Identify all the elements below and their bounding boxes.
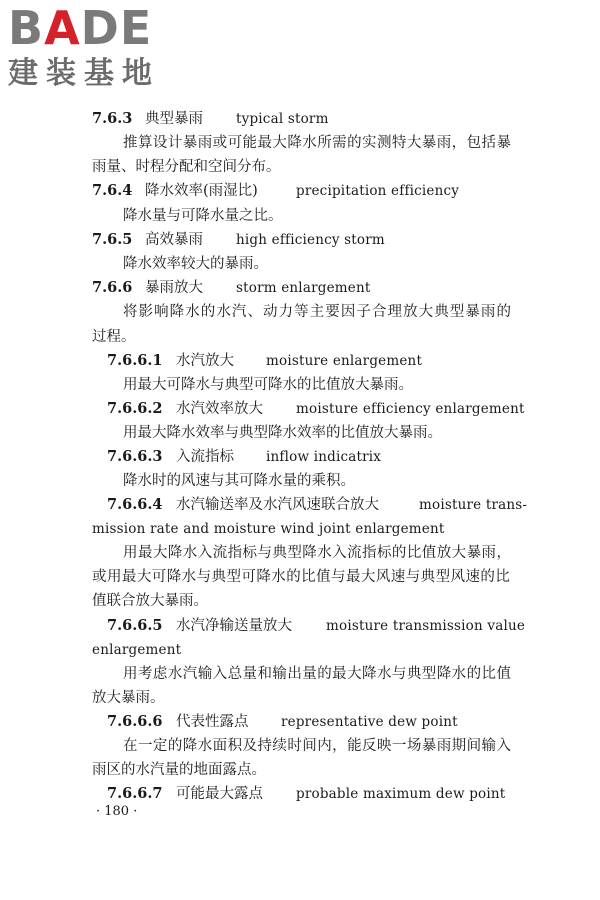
page-number: · 180 · [96,804,138,819]
text-e7-num: 7.6.6.3 [107,448,163,465]
text-e1-num: 7.6.3 [92,110,133,127]
text-e6-zh: 水汽效率放大 [176,401,263,417]
text-e5-zh: 水汽放大 [176,353,234,369]
text-e4-en: storm enlargement [236,280,371,296]
text-e10-zh: 代表性露点 [176,714,249,730]
text-e8-zh: 水汽输送率及水汽风速联合放大 [176,497,379,513]
text-e11-en: probable maximum dew point [296,786,506,802]
text-e10-en: representative dew point [281,714,458,730]
text-e9-d2: 放大暴雨。 [92,690,165,706]
text-e2-zh: 降水效率(雨湿比) [145,183,258,199]
text-e4-d2: 过程。 [92,329,136,345]
text-e6-en: moisture efficiency enlargement [296,401,525,417]
text-e7-zh: 入流指标 [176,449,234,465]
logo-subtitle: 建装基地 [8,56,160,91]
text-e5-en: moisture enlargement [266,353,423,369]
text-e9-en: moisture transmission value [326,618,526,634]
text-e7-en: inflow indicatrix [266,449,382,465]
text-e11-num: 7.6.6.7 [107,785,163,802]
text-e2-d1: 降水量与可降水量之比。 [123,208,283,224]
logo-wordmark: BADE [8,1,153,55]
text-e4-num: 7.6.6 [92,279,133,296]
text-e3-d1: 降水效率较大的暴雨。 [123,256,268,272]
text-e10-d1: 在一定的降水面积及持续时间内，能反映一场暴雨期间输入 [123,738,512,754]
text-e11-zh: 可能最大露点 [176,786,263,802]
text-e8-num: 7.6.6.4 [107,496,163,513]
text-e8-en: moisture trans- [419,497,528,513]
text-e10-d2: 雨区的水汽量的地面露点。 [92,762,266,778]
text-e8-d2: 或用最大可降水与典型可降水的比值与最大风速与典型风速的比 [92,569,511,585]
text-e3-zh: 高效暴雨 [145,232,203,248]
text-e10-num: 7.6.6.6 [107,713,163,730]
brand-logo [8,1,178,96]
text-e6-d1: 用最大降水效率与典型降水效率的比值放大暴雨。 [123,425,442,441]
text-e1-zh: 典型暴雨 [145,111,203,127]
text-e5-num: 7.6.6.1 [107,352,163,369]
text-e9-d1: 用考虑水汽输入总量和输出量的最大降水与典型降水的比值 [123,666,512,682]
text-e2-en: precipitation efficiency [296,183,460,199]
text-e6-num: 7.6.6.2 [107,400,163,417]
text-e3-en: high efficiency storm [236,232,385,248]
text-e1-d2: 雨量、时程分配和空间分布。 [92,159,281,175]
text-e8-d3: 值联合放大暴雨。 [92,593,208,609]
text-e1-d1: 推算设计暴雨或可能最大降水所需的实测特大暴雨，包括暴 [123,135,512,151]
text-e8-d1: 用最大降水入流指标与典型降水入流指标的比值放大暴雨， [123,545,512,561]
text-e2-num: 7.6.4 [92,182,133,199]
text-e9-en2: enlargement [92,642,182,658]
text-e5-d1: 用最大可降水与典型可降水的比值放大暴雨。 [123,377,413,393]
text-e9-num: 7.6.6.5 [107,617,163,634]
text-e3-num: 7.6.5 [92,231,133,248]
text-e4-zh: 暴雨放大 [145,280,203,296]
text-e9-zh: 水汽净输送量放大 [176,618,292,634]
text-e1-en: typical storm [236,111,329,127]
text-e8-en2: mission rate and moisture wind joint enlargement [92,521,445,537]
text-e4-d1: 将影响降水的水汽、动力等主要因子合理放大典型暴雨的 [123,304,512,320]
text-e7-d1: 降水时的风速与其可降水量的乘积。 [123,473,355,489]
